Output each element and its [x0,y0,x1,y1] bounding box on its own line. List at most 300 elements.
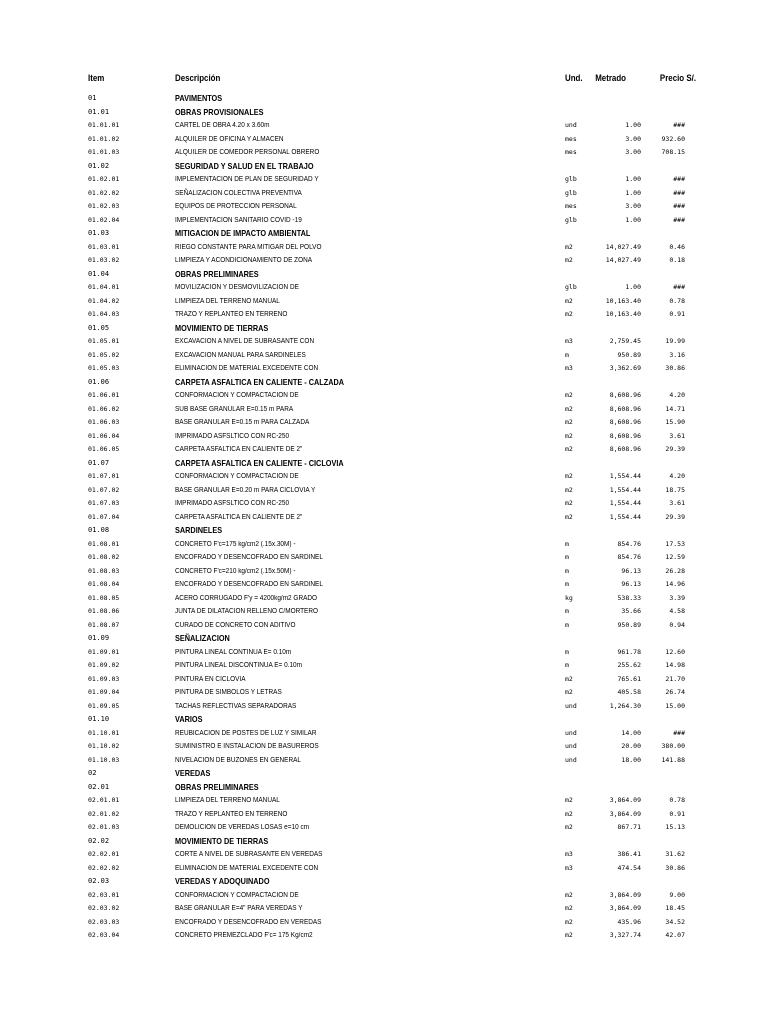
item-cell: 01.01.02 [88,134,120,143]
item-cell: 01.09.05 [88,701,120,710]
section-row [0,524,768,538]
description-cell: CARPETA ASFALTICA EN CALIENTE DE 2" [175,446,303,453]
metrado-cell: 474.54 [617,863,641,872]
metrado-cell: 3,864.09 [609,904,641,912]
precio-cell: 14.71 [665,404,685,413]
table-row [0,673,768,687]
description-cell: JUNTA DE DILATACION RELLENO C/MORTERO [175,608,319,615]
item-cell: 01.08 [88,526,110,534]
metrado-cell: 950.89 [617,620,641,629]
metrado-cell: 435.96 [617,917,641,926]
description-cell: CONFORMACION Y COMPACTACION DE [175,392,299,399]
metrado-cell: 1,554.44 [609,472,641,480]
metrado-cell: 1,264.30 [609,701,641,710]
unit-cell: m3 [565,850,573,858]
description-cell: BASE GRANULAR E=0.15 m PARA CALZADA [175,419,310,426]
item-cell: 02.01.02 [88,809,120,818]
item-cell: 01.03 [88,229,110,237]
section-row [0,767,768,781]
item-cell: 01.02.01 [88,175,120,183]
description-cell: CONFORMACION Y COMPACTACION DE [175,891,299,899]
precio-cell: 4.58 [669,607,685,615]
description-cell: CARTEL DE OBRA 4.20 x 3.60m [175,122,270,129]
description-cell: SARDINELES [175,525,223,535]
table-row [0,187,768,201]
table-row [0,308,768,322]
table-row [0,889,768,903]
description-cell: TRAZO Y REPLANTEO EN TERRENO [175,810,288,818]
precio-cell: 26.28 [665,566,685,575]
precio-cell: ### [673,283,685,291]
table-row [0,241,768,255]
item-cell: 02.03.03 [88,917,120,926]
item-cell: 01.06.02 [88,404,120,413]
metrado-cell: 14,027.49 [605,242,641,251]
description-cell: IMPRIMADO ASFSLTICO CON RC-250 [175,500,290,507]
description-cell: CONCRETO F'c=175 kg/cm2 (.15x.30M) - [175,540,296,548]
precio-cell: ### [673,202,685,210]
item-cell: 02.03.04 [88,931,120,939]
table-row [0,430,768,444]
item-cell: 01.10.03 [88,755,120,764]
section-row [0,875,768,889]
metrado-cell: 1.00 [625,215,641,224]
item-cell: 01.01.03 [88,148,120,156]
description-cell: PINTURA EN CICLOVIA [175,675,246,683]
unit-cell: m2 [565,242,573,251]
table-row [0,916,768,930]
precio-cell: 0.91 [669,310,685,318]
section-row [0,376,768,390]
table-row [0,619,768,633]
header-descripcion: Descripción [175,73,221,83]
description-cell: RIEGO CONSTANTE PARA MITIGAR DEL POLVO [175,243,322,251]
description-cell: OBRAS PRELIMINARES [175,781,259,792]
metrado-cell: 3,327.74 [609,931,641,939]
unit-cell: m [565,661,569,669]
precio-cell: 12.59 [665,553,685,561]
unit-cell: und [565,701,577,710]
precio-cell: ### [673,121,685,129]
precio-cell: 18.45 [665,904,685,912]
table-row [0,146,768,160]
table-row [0,538,768,552]
table-row [0,862,768,876]
item-cell: 01.09.01 [88,647,120,656]
unit-cell: glb [565,188,577,197]
unit-cell: m [565,580,569,588]
item-cell: 01.07.01 [88,472,120,480]
section-row [0,92,768,106]
unit-cell: glb [565,283,577,291]
description-cell: DEMOLICION DE VEREDAS LOSAS e=10 cm [175,824,310,831]
item-cell: 01.04.01 [88,283,120,291]
unit-cell: m2 [565,674,573,683]
precio-cell: 21.70 [665,674,685,683]
precio-cell: 29.39 [665,445,685,453]
precio-cell: 0.46 [669,242,685,251]
precio-cell: 708.15 [661,148,685,156]
precio-cell: 0.78 [669,796,685,804]
description-cell: CARPETA ASFALTICA EN CALIENTE - CALZADA [175,376,345,387]
table-row [0,821,768,835]
item-cell: 01.06.01 [88,391,120,399]
item-cell: 01.06 [88,377,110,386]
table-row [0,646,768,660]
precio-cell: ### [673,728,685,737]
unit-cell: kg [565,593,573,602]
unit-cell: m3 [565,863,573,872]
precio-cell: 19.99 [665,337,685,345]
unit-cell: m2 [565,296,573,305]
unit-cell: m2 [565,890,573,899]
metrado-cell: 14.00 [621,728,641,737]
precio-cell: 3.39 [669,593,685,602]
item-cell: 01.03.01 [88,242,120,251]
precio-cell: 14.96 [665,580,685,588]
table-row [0,295,768,309]
table-row [0,403,768,417]
unit-cell: und [565,728,577,737]
description-cell: PINTURA LINEAL DISCONTINUA E= 0.10m [175,662,302,669]
section-row [0,268,768,282]
table-row [0,578,768,592]
section-row [0,106,768,120]
description-cell: BASE GRANULAR E=0.20 m PARA CICLOVIA Y [175,486,316,494]
unit-cell: m2 [565,796,573,804]
metrado-cell: 2,759.45 [609,337,641,345]
unit-cell: m2 [565,418,573,426]
item-cell: 01.04 [88,269,110,278]
table-row [0,700,768,714]
precio-cell: 380.00 [661,742,685,750]
metrado-cell: 867.71 [617,823,641,831]
description-cell: PINTURA DE SIMBOLOS Y LETRAS [175,689,282,696]
description-cell: MOVIMIENTO DE TIERRAS [175,322,269,333]
unit-cell: m2 [565,256,573,264]
description-cell: ALQUILER DE OFICINA Y ALMACEN [175,135,284,143]
header-und: Und. [565,73,583,83]
description-cell: SEÑALIZACION [175,633,230,643]
precio-cell: 29.39 [665,512,685,521]
metrado-cell: 18.00 [621,755,641,764]
item-cell: 01.08.01 [88,539,120,548]
unit-cell: m2 [565,688,573,696]
table-row [0,511,768,525]
section-row [0,781,768,795]
table-row [0,254,768,268]
table-row [0,929,768,943]
precio-cell: ### [673,175,685,183]
description-cell: TRAZO Y REPLANTEO EN TERRENO [175,311,288,318]
item-cell: 02.02 [88,836,110,845]
table-row [0,484,768,498]
table-row [0,416,768,430]
precio-cell: 30.86 [665,364,685,372]
section-row [0,457,768,471]
description-cell: EQUIPOS DE PROTECCION PERSONAL [175,203,297,210]
precio-cell: 932.60 [661,134,685,143]
item-cell: 01.10.02 [88,742,120,750]
table-row [0,727,768,741]
unit-cell: glb [565,215,577,224]
metrado-cell: 961.78 [617,647,641,656]
unit-cell: m2 [565,512,573,521]
metrado-cell: 10,163.40 [605,310,641,318]
section-row [0,322,768,336]
unit-cell: m [565,566,569,575]
table-row [0,754,768,768]
table-row [0,349,768,363]
table-row [0,173,768,187]
description-cell: ENCOFRADO Y DESENCOFRADO EN SARDINEL [175,581,323,588]
metrado-cell: 386.41 [617,850,641,858]
description-cell: PINTURA LINEAL CONTINUA E= 0.10m [175,648,292,656]
precio-cell: 30.86 [665,863,685,872]
description-cell: IMPLEMENTACION SANITARIO COVID -19 [175,216,302,224]
description-cell: IMPRIMADO ASFSLTICO CON RC-250 [175,432,290,440]
item-cell: 02.01.03 [88,823,120,831]
precio-cell: 9.00 [669,890,685,899]
item-cell: 01.03.02 [88,256,120,264]
description-cell: SEGURIDAD Y SALUD EN EL TRABAJO [175,160,314,171]
item-cell: 01.09 [88,634,110,642]
description-cell: MOVIMIENTO DE TIERRAS [175,835,269,846]
unit-cell: m [565,620,569,629]
item-cell: 01.02.03 [88,202,120,210]
unit-cell: m2 [565,904,573,912]
description-cell: TACHAS REFLECTIVAS SEPARADORAS [175,702,297,710]
metrado-cell: 8,608.96 [609,418,641,426]
table-row [0,659,768,673]
metrado-cell: 8,608.96 [609,404,641,413]
metrado-cell: 3.00 [625,134,641,143]
item-cell: 01.05.03 [88,364,120,372]
section-row [0,632,768,646]
item-cell: 02.03.01 [88,890,120,899]
description-cell: CARPETA ASFALTICA EN CALIENTE DE 2" [175,513,303,521]
description-cell: LIMPIEZA DEL TERRENO MANUAL [175,797,280,804]
item-cell: 01.08.06 [88,607,120,615]
description-cell: SUMINISTRO E INSTALACION DE BASUREROS [175,743,319,750]
precio-cell: 15.13 [665,823,685,831]
metrado-cell: 1.00 [625,121,641,129]
metrado-cell: 14,027.49 [605,256,641,264]
item-cell: 01.06.05 [88,445,120,453]
item-cell: 01.08.02 [88,553,120,561]
description-cell: SUB BASE GRANULAR E=0.15 m PARA [175,405,294,413]
table-row [0,200,768,214]
table-row [0,808,768,822]
unit-cell: m3 [565,337,573,345]
precio-cell: ### [673,188,685,197]
item-cell: 01.07.02 [88,485,120,494]
description-cell: PAVIMENTOS [175,93,223,103]
description-cell: EXCAVACION A NIVEL DE SUBRASANTE CON [175,338,315,345]
table-row [0,565,768,579]
precio-cell: ### [673,215,685,224]
precio-cell: 0.94 [669,620,685,629]
metrado-cell: 3,864.09 [609,796,641,804]
table-row [0,848,768,862]
unit-cell: glb [565,175,577,183]
section-row [0,227,768,241]
table-row [0,443,768,457]
unit-cell: m2 [565,472,573,480]
description-cell: CONFORMACION Y COMPACTACION DE [175,473,299,480]
description-cell: LIMPIEZA Y ACONDICIONAMIENTO DE ZONA [175,257,313,264]
item-cell: 01.01 [88,107,110,116]
header-precio: Precio S/. [659,73,696,83]
unit-cell: m2 [565,485,573,494]
metrado-cell: 96.13 [621,566,641,575]
unit-cell: mes [565,148,577,156]
item-cell: 02.01 [88,782,110,791]
item-cell: 01.05.01 [88,337,120,345]
description-cell: CORTE A NIVEL DE SUBRASANTE EN VEREDAS [175,851,323,858]
precio-cell: 3.61 [669,431,685,440]
section-row [0,160,768,174]
metrado-cell: 20.00 [621,742,641,750]
metrado-cell: 765.61 [617,674,641,683]
table-row [0,470,768,484]
unit-cell: m3 [565,364,573,372]
item-cell: 02.03 [88,877,110,885]
metrado-cell: 854.76 [617,553,641,561]
table-row [0,119,768,133]
unit-cell: m [565,607,569,615]
table-row [0,362,768,376]
unit-cell: m2 [565,823,573,831]
description-cell: LIMPIEZA DEL TERRENO MANUAL [175,297,280,305]
item-cell: 01 [88,94,97,102]
item-cell: 01.02.04 [88,215,120,224]
precio-cell: 31.62 [665,850,685,858]
item-cell: 01.04.02 [88,296,120,305]
metrado-cell: 255.62 [617,661,641,669]
item-cell: 01.04.03 [88,310,120,318]
item-cell: 01.09.03 [88,674,120,683]
table-row [0,133,768,147]
metrado-cell: 3,864.09 [609,809,641,818]
metrado-cell: 538.33 [617,593,641,602]
table-row [0,592,768,606]
item-cell: 01.02.02 [88,188,120,197]
precio-cell: 4.20 [669,391,685,399]
metrado-cell: 1,554.44 [609,485,641,494]
unit-cell: m [565,647,569,656]
table-row [0,605,768,619]
item-cell: 01.08.04 [88,580,120,588]
precio-cell: 0.78 [669,296,685,305]
item-cell: 01.07.03 [88,499,120,507]
description-cell: CURADO DE CONCRETO CON ADITIVO [175,621,296,629]
item-cell: 02.02.02 [88,863,120,872]
unit-cell: m2 [565,931,573,939]
metrado-cell: 8,608.96 [609,431,641,440]
item-cell: 01.10 [88,715,110,723]
item-cell: 01.08.07 [88,620,120,629]
item-cell: 01.05.02 [88,350,120,359]
description-cell: VEREDAS Y ADOQUINADO [175,876,270,886]
description-cell: REUBICACION DE POSTES DE LUZ Y SIMILAR [175,729,317,737]
metrado-cell: 1.00 [625,175,641,183]
description-cell: ELIMINACION DE MATERIAL EXCEDENTE CON [175,365,319,372]
description-cell: ENCOFRADO Y DESENCOFRADO EN SARDINEL [175,554,323,561]
description-cell: SEÑALIZACION COLECTIVA PREVENTIVA [175,189,302,197]
table-row [0,214,768,228]
precio-cell: 141.88 [661,755,685,764]
precio-cell: 0.18 [669,256,685,264]
table-row [0,551,768,565]
unit-cell: mes [565,134,577,143]
unit-cell: m2 [565,499,573,507]
section-row [0,713,768,727]
table-row [0,335,768,349]
description-cell: ACERO CORRUGADO F'y = 4200kg/m2 GRADO [175,594,318,602]
item-cell: 01.06.04 [88,431,120,440]
metrado-cell: 96.13 [621,580,641,588]
metrado-cell: 1.00 [625,188,641,197]
metrado-cell: 8,608.96 [609,391,641,399]
metrado-cell: 3.00 [625,148,641,156]
metrado-cell: 3.00 [625,202,641,210]
unit-cell: m [565,539,569,548]
precio-cell: 15.00 [665,701,685,710]
metrado-cell: 1,554.44 [609,512,641,521]
item-cell: 02.02.01 [88,850,120,858]
precio-cell: 3.61 [669,499,685,507]
description-cell: NIVELACION DE BUZONES EN GENERAL [175,756,301,764]
metrado-cell: 854.76 [617,539,641,548]
item-cell: 01.08.03 [88,566,120,575]
precio-cell: 0.91 [669,809,685,818]
header-metrado: Metrado [595,73,626,83]
table-row [0,686,768,700]
description-cell: VARIOS [175,714,203,724]
description-cell: EXCAVACION MANUAL PARA SARDINELES [175,351,306,359]
description-cell: IMPLEMENTACION DE PLAN DE SEGURIDAD Y [175,176,319,183]
precio-cell: 18.75 [665,485,685,494]
precio-cell: 4.20 [669,472,685,480]
item-cell: 02 [88,769,97,777]
precio-cell: 15.90 [665,418,685,426]
table-row [0,794,768,808]
unit-cell: m2 [565,431,573,440]
metrado-cell: 1.00 [625,283,641,291]
description-cell: ELIMINACION DE MATERIAL EXCEDENTE CON [175,864,319,872]
item-cell: 01.09.02 [88,661,120,669]
metrado-cell: 1,554.44 [609,499,641,507]
item-cell: 02.01.01 [88,796,120,804]
precio-cell: 42.07 [665,931,685,939]
item-cell: 01.01.01 [88,121,120,129]
precio-cell: 17.53 [665,539,685,548]
metrado-cell: 8,608.96 [609,445,641,453]
unit-cell: m [565,350,569,359]
item-cell: 01.08.05 [88,593,120,602]
description-cell: MOVILIZACION Y DESMOVILIZACION DE [175,284,299,291]
precio-cell: 26.74 [665,688,685,696]
unit-cell: m2 [565,917,573,926]
precio-cell: 14.98 [665,661,685,669]
item-cell: 01.06.03 [88,418,120,426]
section-row [0,835,768,849]
unit-cell: und [565,755,577,764]
table-row [0,281,768,295]
description-cell: CARPETA ASFALTICA EN CALIENTE - CICLOVIA [175,457,344,468]
precio-cell: 34.52 [665,917,685,926]
